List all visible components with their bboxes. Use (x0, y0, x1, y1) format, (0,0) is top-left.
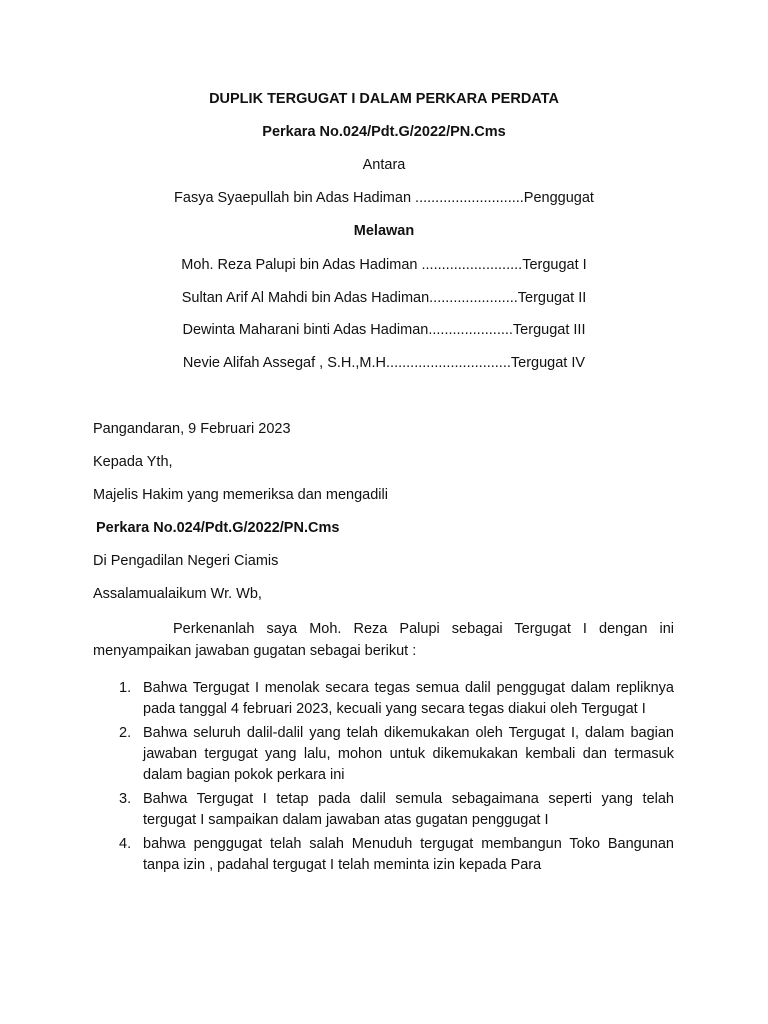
intro-paragraph (93, 618, 674, 662)
list-item-text: Bahwa Tergugat I menolak secara tegas semua dalil penggugat dalam repliknya pada tanggal 4 februari 2023, kecuali yang secara tegas diakui oleh Tergugat I (143, 680, 674, 717)
defendant-line: Dewinta Maharani binti Adas Hadiman.....................Tergugat III (182, 322, 586, 338)
list-item-text: Bahwa seluruh dalil-dalil yang telah dikemukakan oleh Tergugat I, dalam bagian jawaban tergugat yang lalu, mohon untuk dikemukakan kembali dan termasuk dalam bagian pokok perkara ini (143, 725, 674, 783)
points-list (93, 678, 674, 879)
recipient: Majelis Hakim yang memeriksa dan mengadili (93, 487, 388, 503)
court-name: Di Pengadilan Negeri Ciamis (93, 553, 279, 569)
case-reference: Perkara No.024/Pdt.G/2022/PN.Cms (96, 520, 340, 536)
between-label: Antara (362, 157, 406, 173)
place-date: Pangandaran, 9 Februari 2023 (93, 421, 291, 437)
greeting: Assalamualaikum Wr. Wb, (93, 586, 262, 602)
plaintiff-line: Fasya Syaepullah bin Adas Hadiman ...........................Penggugat (174, 190, 594, 206)
list-item-number: 4. (119, 836, 132, 852)
list-item-text: bahwa penggugat telah salah Menuduh tergugat membangun Toko Bangunan tanpa izin , padahal tergugat I telah meminta izin kepada Para (143, 836, 674, 873)
list-item-number: 2. (119, 725, 132, 741)
case-number: Perkara No.024/Pdt.G/2022/PN.Cms (262, 124, 506, 140)
defendant-line: Sultan Arif Al Mahdi bin Adas Hadiman......................Tergugat II (181, 290, 587, 306)
intro-text: Perkenanlah saya Moh. Reza Palupi sebagai Tergugat I dengan ini menyampaikan jawaban gugatan sebagai berikut : (93, 621, 674, 659)
list-item (93, 723, 674, 786)
defendant-line: Nevie Alifah Assegaf , S.H.,M.H...............................Tergugat IV (182, 355, 586, 371)
list-item-text: Bahwa Tergugat I tetap pada dalil semula sebagaimana seperti yang telah tergugat I sampaikan dalam jawaban atas gugatan penggugat I (143, 791, 674, 828)
list-item-number: 1. (119, 680, 132, 696)
list-item (93, 834, 674, 876)
list-item-number: 3. (119, 791, 132, 807)
defendant-line: Moh. Reza Palupi bin Adas Hadiman .........................Tergugat I (181, 257, 587, 273)
list-item (93, 789, 674, 831)
versus-label: Melawan (353, 223, 415, 239)
list-item (93, 678, 674, 720)
document-title: DUPLIK TERGUGAT I DALAM PERKARA PERDATA (209, 91, 559, 107)
addressee-salutation: Kepada Yth, (93, 454, 173, 470)
